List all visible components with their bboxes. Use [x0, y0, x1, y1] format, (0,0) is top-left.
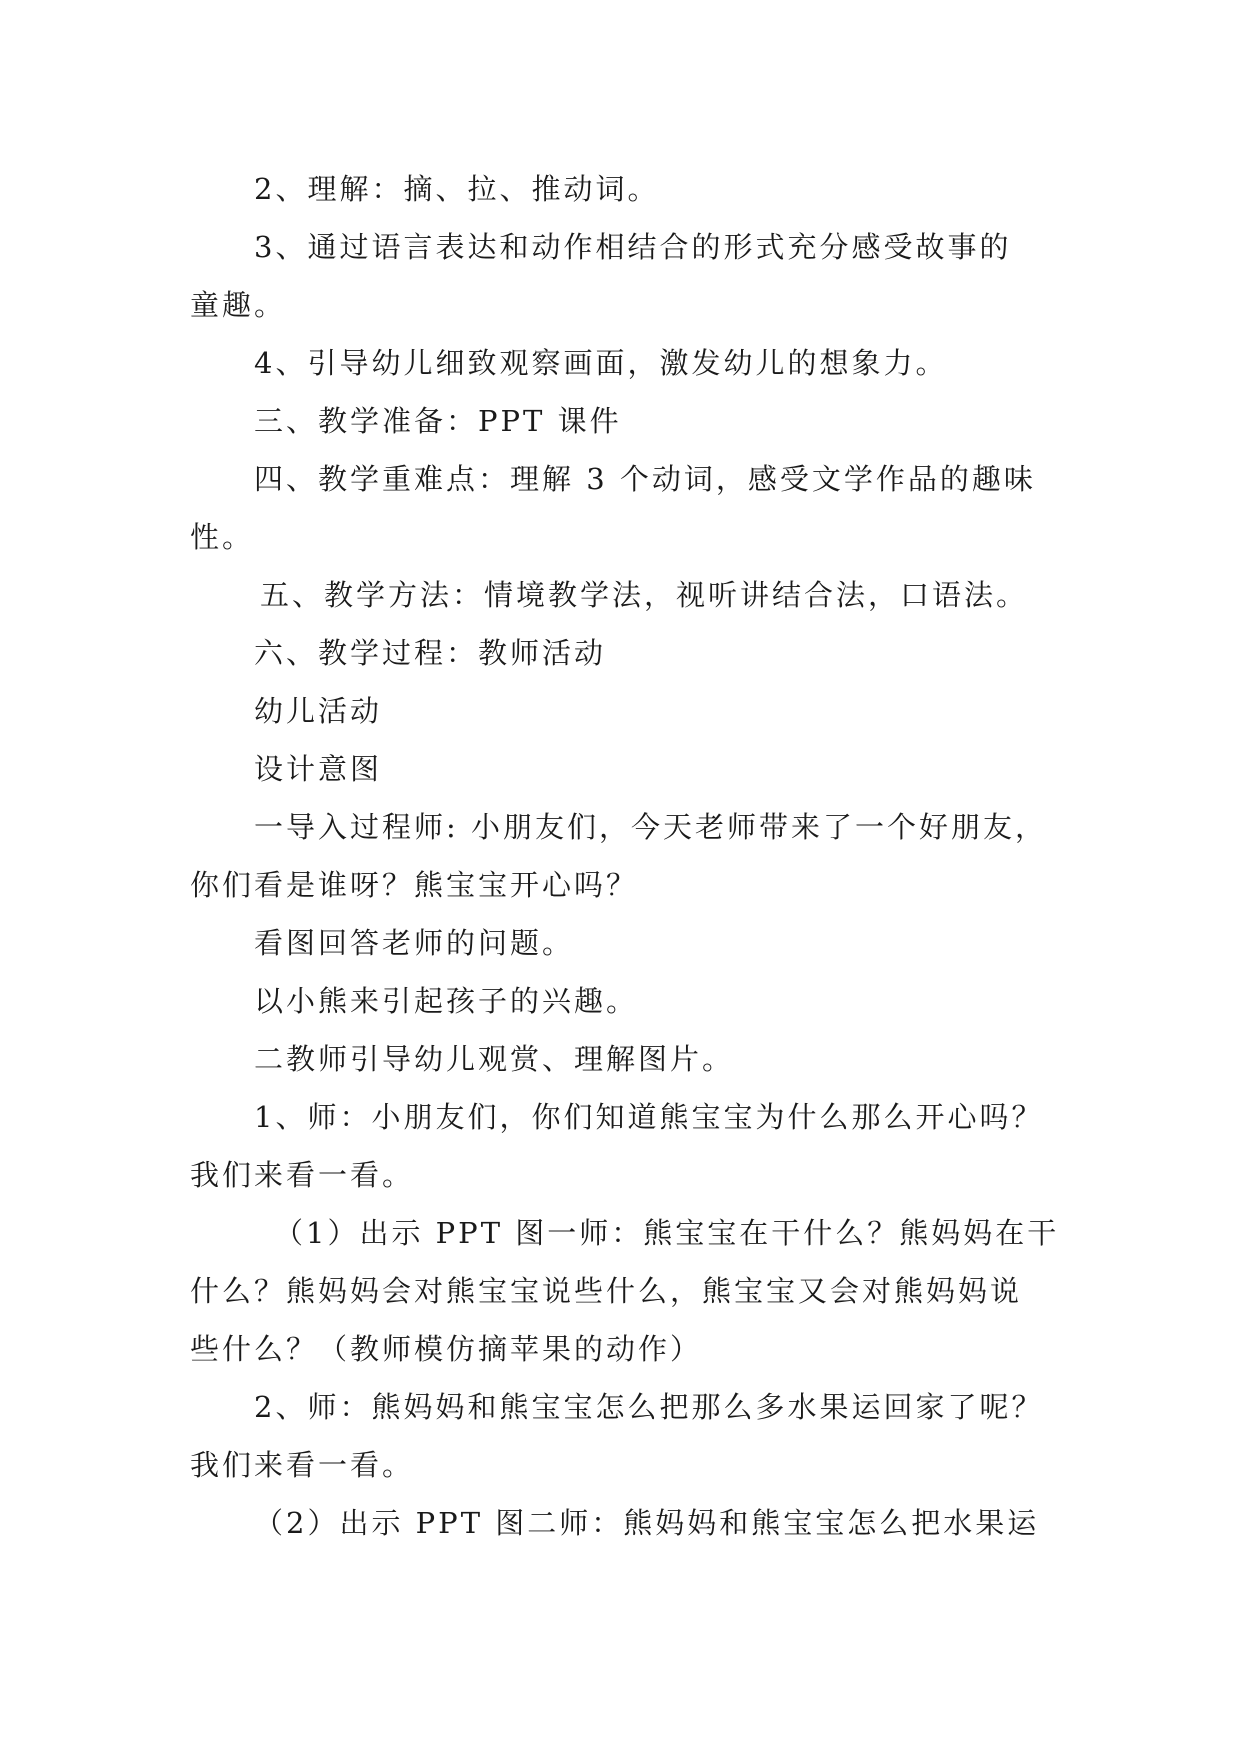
- paragraph-line: 童趣。: [190, 288, 287, 322]
- paragraph-line: （2）出示 PPT 图二师：熊妈妈和熊宝宝怎么把水果运: [254, 1506, 1040, 1540]
- paragraph-line: 1、师：小朋友们，你们知道熊宝宝为什么那么开心吗？: [254, 1100, 1044, 1134]
- paragraph-line: 你们看是谁呀？熊宝宝开心吗？: [190, 868, 639, 902]
- paragraph-line: 4、引导幼儿细致观察画面，激发幼儿的想象力。: [254, 346, 948, 380]
- paragraph-line: 以小熊来引起孩子的兴趣。: [254, 984, 639, 1018]
- paragraph-line: 三、教学准备：PPT 课件: [254, 404, 622, 438]
- paragraph-line: 幼儿活动: [254, 694, 383, 728]
- paragraph-line: 什么？熊妈妈会对熊宝宝说些什么，熊宝宝又会对熊妈妈说: [190, 1274, 1023, 1308]
- paragraph-line: 六、教学过程：教师活动: [254, 636, 607, 670]
- paragraph-line: 一导入过程师: 小朋友们，今天老师带来了一个好朋友，: [254, 810, 1047, 844]
- paragraph-line: 看图回答老师的问题。: [254, 926, 575, 960]
- paragraph-line: 些什么？（教师模仿摘苹果的动作）: [190, 1332, 703, 1366]
- paragraph-line: 五、教学方法：情境教学法，视听讲结合法，口语法。: [260, 578, 1029, 612]
- paragraph-line: 设计意图: [254, 752, 383, 786]
- paragraph-line: 我们来看一看。: [190, 1158, 415, 1192]
- paragraph-line: 2、理解：摘、拉、推动词。: [254, 172, 660, 206]
- paragraph-line: 3、通过语言表达和动作相结合的形式充分感受故事的: [254, 230, 1012, 264]
- paragraph-line: 四、教学重难点：理解 3 个动词，感受文学作品的趣味: [254, 462, 1036, 496]
- paragraph-line: 我们来看一看。: [190, 1448, 415, 1482]
- paragraph-line: 二教师引导幼儿观赏、理解图片。: [254, 1042, 735, 1076]
- document-body: [190, 160, 1060, 1552]
- paragraph-line: 2、师：熊妈妈和熊宝宝怎么把那么多水果运回家了呢？: [254, 1390, 1044, 1424]
- paragraph-line: （1）出示 PPT 图一师：熊宝宝在干什么？熊妈妈在干: [274, 1216, 1060, 1250]
- paragraph-line: 性。: [190, 520, 255, 554]
